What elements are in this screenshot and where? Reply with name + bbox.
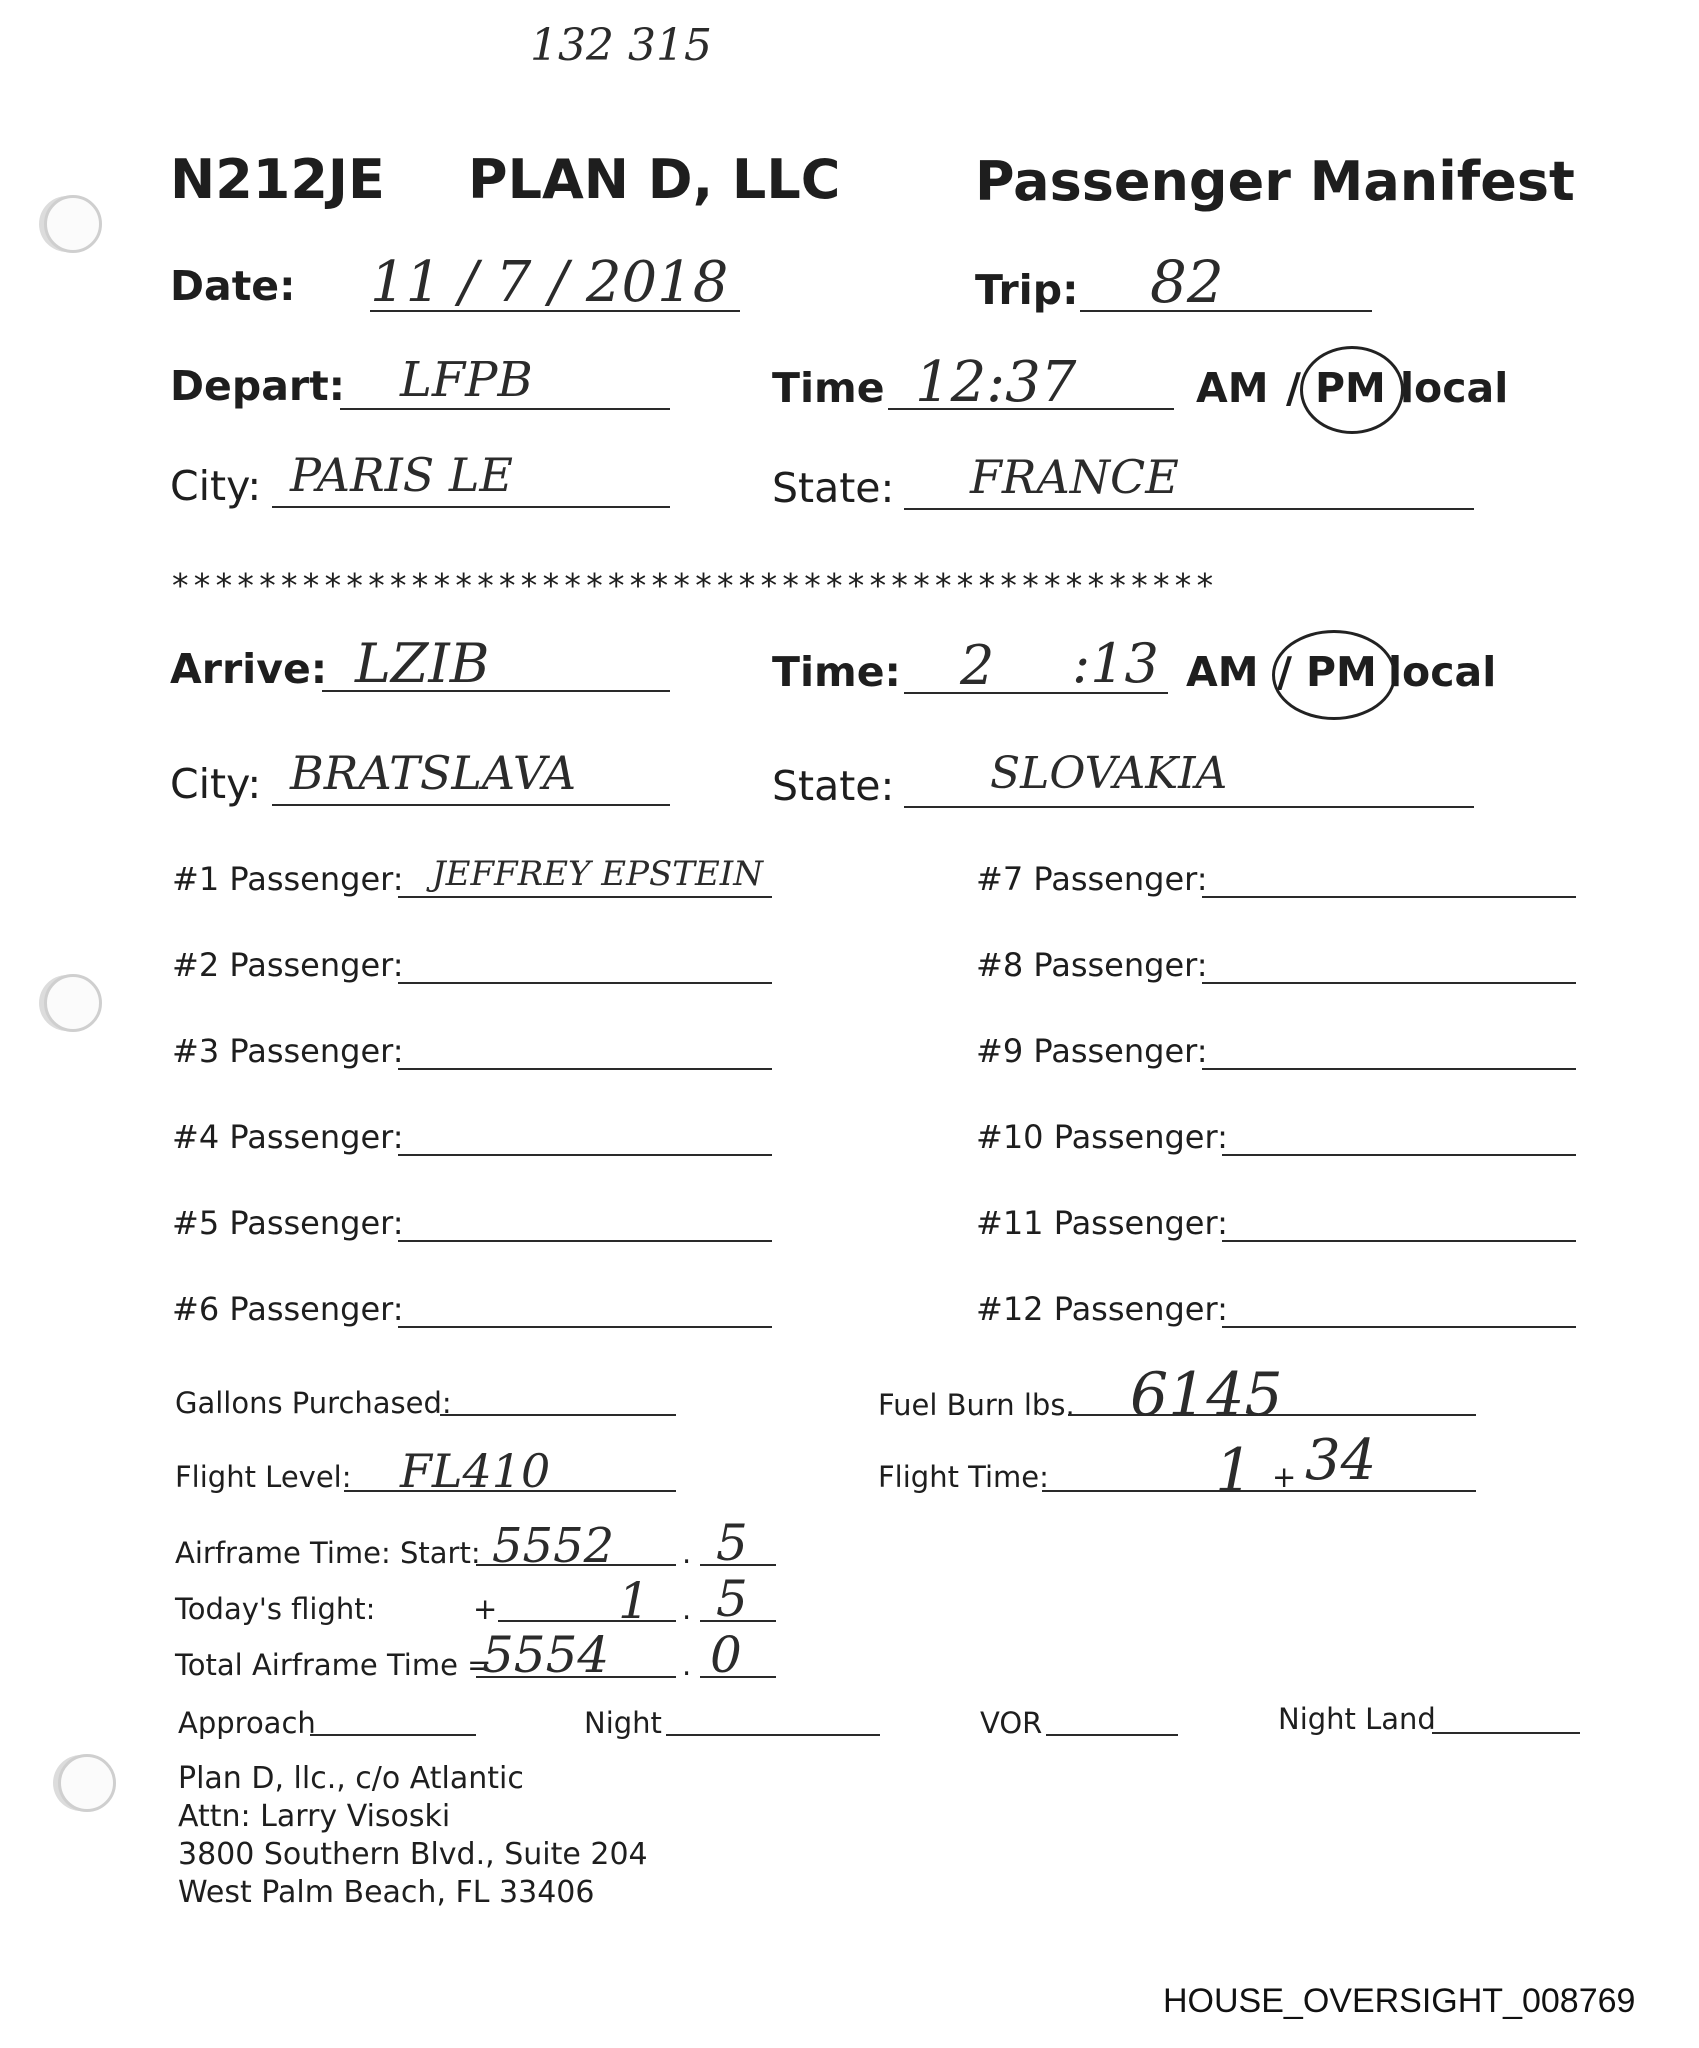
- address-block: [178, 1760, 648, 1912]
- flight-time-hours: 1: [1215, 1436, 1254, 1506]
- flight-level-value: FL410: [400, 1444, 551, 1498]
- flight-time-underline: [1042, 1490, 1476, 1492]
- depart-label: Depart:: [170, 362, 346, 410]
- todays-flight-tenth-underline: [700, 1620, 776, 1622]
- address-line-2: Attn: Larry Visoski: [178, 1799, 451, 1834]
- gallons-underline: [440, 1414, 676, 1416]
- passenger-2-underline: [398, 982, 772, 984]
- passenger-5-underline: [398, 1240, 772, 1242]
- date-value: 11 / 7 / 2018: [370, 250, 729, 315]
- depart-city-value: PARIS LE: [290, 448, 514, 502]
- flight-time-label: Flight Time:: [878, 1460, 1049, 1494]
- arrive-code-underline: [322, 690, 670, 692]
- trip-value: 82: [1150, 248, 1224, 316]
- arrive-local: local: [1388, 648, 1497, 696]
- depart-city-underline: [272, 506, 670, 508]
- top-handwritten-note: 132 315: [530, 20, 712, 71]
- date-underline: [370, 310, 740, 312]
- airframe-start-tenth-underline: [700, 1564, 776, 1566]
- form-title: Passenger Manifest: [975, 150, 1575, 213]
- address-line-4: West Palm Beach, FL 33406: [178, 1875, 595, 1910]
- flight-level-label: Flight Level:: [175, 1460, 352, 1494]
- depart-time-underline: [888, 408, 1174, 410]
- address-line-3: 3800 Southern Blvd., Suite 204: [178, 1837, 648, 1872]
- arrive-city-label: City:: [170, 760, 262, 808]
- depart-state-underline: [904, 508, 1474, 510]
- arrive-state-underline: [904, 806, 1474, 808]
- passenger-3-label: #3 Passenger:: [172, 1032, 404, 1070]
- passenger-3-underline: [398, 1068, 772, 1070]
- passenger-1-underline: [398, 896, 772, 898]
- arrive-label: Arrive:: [170, 645, 328, 693]
- passenger-6-underline: [398, 1326, 772, 1328]
- depart-slash: /: [1286, 364, 1301, 412]
- todays-flight-dot: .: [682, 1592, 692, 1626]
- arrive-minute-value: :13: [1072, 632, 1159, 695]
- arrive-hour-value: 2: [960, 634, 995, 697]
- total-airframe-whole: 5554: [482, 1626, 610, 1684]
- passenger-1-label: #1 Passenger:: [172, 860, 404, 898]
- arrive-pm-circle: [1272, 630, 1396, 720]
- vor-underline: [1046, 1734, 1178, 1736]
- passenger-7-label: #7 Passenger:: [976, 860, 1208, 898]
- passenger-12-underline: [1222, 1326, 1576, 1328]
- passenger-11-underline: [1222, 1240, 1576, 1242]
- bates-number: HOUSE_OVERSIGHT_008769: [1163, 1982, 1636, 2020]
- airframe-start-label: Airframe Time: Start:: [175, 1536, 481, 1570]
- company-name: PLAN D, LLC: [468, 148, 841, 211]
- depart-time-value: 12:37: [915, 350, 1077, 415]
- airframe-start-tenth: 5: [716, 1514, 748, 1572]
- depart-pm: PM: [1315, 364, 1386, 412]
- passenger-10-underline: [1222, 1154, 1576, 1156]
- address-line-1: Plan D, llc., c/o Atlantic: [178, 1761, 524, 1796]
- todays-flight-whole-underline: [498, 1620, 676, 1622]
- depart-code-underline: [340, 408, 670, 410]
- passenger-8-label: #8 Passenger:: [976, 946, 1208, 984]
- depart-time-label: Time: [772, 364, 885, 412]
- depart-state-label: State:: [772, 464, 895, 512]
- trip-label: Trip:: [975, 266, 1079, 314]
- depart-state-value: FRANCE: [970, 450, 1179, 504]
- trip-underline: [1080, 310, 1372, 312]
- arrive-slash: /: [1277, 648, 1292, 696]
- arrive-state-value: SLOVAKIA: [990, 748, 1228, 799]
- passenger-8-underline: [1202, 982, 1576, 984]
- fuel-burn-value: 6145: [1130, 1360, 1283, 1430]
- todays-flight-tenth: 5: [716, 1570, 748, 1628]
- flight-time-plus: +: [1272, 1460, 1297, 1494]
- passenger-9-underline: [1202, 1068, 1576, 1070]
- passenger-5-label: #5 Passenger:: [172, 1204, 404, 1242]
- approach-label: Approach: [178, 1706, 316, 1740]
- depart-city-label: City:: [170, 462, 262, 510]
- total-airframe-tenth-underline: [700, 1676, 776, 1678]
- passenger-4-label: #4 Passenger:: [172, 1118, 404, 1156]
- gallons-label: Gallons Purchased:: [175, 1386, 452, 1420]
- arrive-code-value: LZIB: [355, 632, 490, 695]
- arrive-pm: PM: [1306, 648, 1377, 696]
- airframe-start-dot: .: [682, 1536, 692, 1570]
- tail-number: N212JE: [170, 148, 385, 211]
- flight-time-minutes: 34: [1305, 1428, 1377, 1493]
- date-label: Date:: [170, 262, 296, 310]
- passenger-6-label: #6 Passenger:: [172, 1290, 404, 1328]
- passenger-1-value: JEFFREY EPSTEIN: [432, 854, 763, 894]
- total-airframe-label: Total Airframe Time =: [175, 1648, 492, 1682]
- arrive-city-underline: [272, 804, 670, 806]
- fuel-burn-label: Fuel Burn lbs.: [878, 1388, 1075, 1422]
- passenger-9-label: #9 Passenger:: [976, 1032, 1208, 1070]
- section-separator: ************************************************: [172, 566, 1219, 605]
- depart-code-value: LFPB: [400, 352, 533, 408]
- todays-flight-whole: 1: [618, 1572, 650, 1630]
- depart-local: local: [1400, 364, 1509, 412]
- passenger-12-label: #12 Passenger:: [976, 1290, 1228, 1328]
- binder-hole-middle: [44, 974, 102, 1032]
- arrive-city-value: BRATSLAVA: [290, 746, 577, 800]
- arrive-state-label: State:: [772, 762, 895, 810]
- binder-hole-top: [44, 195, 102, 253]
- night-underline: [666, 1734, 880, 1736]
- arrive-time-underline: [904, 692, 1168, 694]
- passenger-11-label: #11 Passenger:: [976, 1204, 1228, 1242]
- passenger-2-label: #2 Passenger:: [172, 946, 404, 984]
- approach-underline: [310, 1734, 476, 1736]
- passenger-10-label: #10 Passenger:: [976, 1118, 1228, 1156]
- total-airframe-whole-underline: [476, 1676, 676, 1678]
- depart-pm-circle: [1300, 346, 1404, 434]
- passenger-4-underline: [398, 1154, 772, 1156]
- depart-am: AM: [1196, 364, 1269, 412]
- night-land-underline: [1432, 1732, 1580, 1734]
- binder-hole-bottom: [58, 1754, 116, 1812]
- todays-flight-plus: +: [473, 1592, 498, 1626]
- passenger-7-underline: [1202, 896, 1576, 898]
- vor-label: VOR: [980, 1706, 1043, 1740]
- airframe-start-whole: 5552: [492, 1518, 615, 1574]
- total-airframe-dot: .: [682, 1648, 692, 1682]
- night-label: Night: [584, 1706, 662, 1740]
- total-airframe-tenth: 0: [710, 1626, 742, 1684]
- arrive-am: AM: [1186, 648, 1259, 696]
- night-land-label: Night Land: [1278, 1702, 1436, 1736]
- todays-flight-label: Today's flight:: [175, 1592, 376, 1626]
- airframe-start-whole-underline: [476, 1564, 676, 1566]
- fuel-burn-underline: [1068, 1414, 1476, 1416]
- arrive-time-label: Time:: [772, 648, 901, 696]
- flight-level-underline: [344, 1490, 676, 1492]
